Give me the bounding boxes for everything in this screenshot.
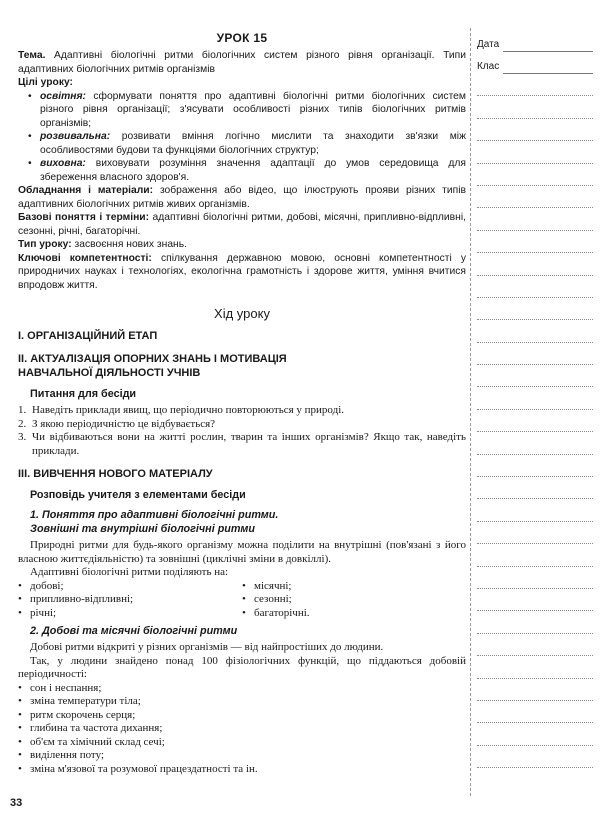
rhythm-types-left: [18, 580, 242, 621]
section-1-title-line1: 1. Поняття про адаптивні біологічні ритми.: [30, 509, 279, 521]
rhythm-types: [18, 580, 466, 621]
note-line[interactable]: [477, 589, 593, 611]
note-line[interactable]: [477, 611, 593, 633]
note-line[interactable]: [477, 387, 593, 409]
function-item: • зміна температури тіла;: [18, 695, 466, 709]
class-label: Клас: [477, 61, 500, 72]
section-1-title-line2: Зовнішні та внутрішні біологічні ритми: [30, 523, 255, 535]
note-line[interactable]: [477, 186, 593, 208]
rhythm-type: • припливно-відпливні;: [18, 593, 242, 607]
note-line[interactable]: [477, 119, 593, 141]
note-line[interactable]: [477, 499, 593, 521]
note-line[interactable]: [477, 701, 593, 723]
note-line[interactable]: [477, 656, 593, 678]
topic-label: Тема.: [18, 50, 46, 61]
lesson-type: Тип уроку: засвоєння нових знань.: [18, 239, 187, 250]
topic-text: Адаптивні біологічні ритми біологічних систем різного рівня організації. Типи адаптивних біологічних ритмів організмів: [18, 50, 466, 75]
note-line[interactable]: [477, 208, 593, 230]
note-line[interactable]: [477, 231, 593, 253]
page-number: 33: [10, 797, 23, 809]
goals-label: Цілі уроку:: [18, 77, 73, 88]
section-2-paragraph-2: Так, у людини знайдено понад 100 фізіологічних функцій, що піддаються добовій періодичності:: [18, 654, 466, 680]
stage-1-heading: І. ОРГАНІЗАЦІЙНИЙ ЕТАП: [18, 330, 158, 342]
stage-3-heading: ІІІ. ВИВЧЕННЯ НОВОГО МАТЕРІАЛУ: [18, 468, 213, 480]
note-line[interactable]: [477, 522, 593, 544]
function-item: • виділення поту;: [18, 749, 466, 763]
terms: Базові поняття і терміни: адаптивні біологічні ритми, добові, місячні, припливно-відпливні, сезонні, річні, багаторічні.: [18, 212, 466, 237]
note-line[interactable]: [477, 343, 593, 365]
lesson-topic: [18, 49, 466, 76]
rhythm-types-right: [242, 580, 466, 621]
stage-2-heading-line2: НАВЧАЛЬНОЇ ДІЯЛЬНОСТІ УЧНІВ: [18, 367, 201, 379]
note-line[interactable]: [477, 320, 593, 342]
question-item: 3. Чи відбиваються вони на житті рослин, тварин та інших організмів? Якщо так, наведіть приклади.: [18, 431, 466, 457]
lesson-title: УРОК 15: [216, 31, 268, 45]
section-2-paragraph-1: Добові ритми відкриті у різних організмів — від найпростіших до людини.: [30, 641, 384, 653]
note-line[interactable]: [477, 298, 593, 320]
notes-margin: [477, 30, 593, 768]
date-label: Дата: [477, 39, 500, 50]
function-item: • ритм скорочень серця;: [18, 709, 466, 723]
rhythm-type: • сезонні;: [242, 593, 466, 607]
function-item: • глибина та частота дихання;: [18, 722, 466, 736]
note-line[interactable]: [477, 410, 593, 432]
function-item: • сон і неспання;: [18, 682, 466, 696]
class-line[interactable]: [503, 63, 593, 74]
margin-divider: [470, 28, 471, 796]
note-line[interactable]: [477, 544, 593, 566]
note-line[interactable]: [477, 141, 593, 163]
note-lines: [477, 74, 593, 768]
note-line[interactable]: [477, 455, 593, 477]
function-item: • об'єм та хімічний склад сечі;: [18, 736, 466, 750]
note-line[interactable]: [477, 164, 593, 186]
competences: Ключові компетентності: спілкування державною мовою, основні компетентності у природничих науках і технологіях, екологічна грамотність і здорове життя, уміння вчитися впродовж життя.: [18, 252, 466, 291]
lesson-content: [18, 30, 466, 776]
note-line[interactable]: [477, 276, 593, 298]
note-line[interactable]: [477, 679, 593, 701]
stage-2-heading-line1: ІІ. АКТУАЛІЗАЦІЯ ОПОРНИХ ЗНАНЬ І МОТИВАЦІЯ: [18, 353, 287, 365]
functions-list: [18, 682, 466, 777]
rhythm-type: • добові;: [18, 580, 242, 594]
function-item: • зміна м'язової та розумової працездатності та ін.: [18, 763, 466, 777]
note-line[interactable]: [477, 723, 593, 745]
goal-item: • розвивальна: розвивати вміння логічно мислити та знаходити зв'язки між особливостями будови та функціями біологічних структур;: [28, 130, 466, 157]
note-line[interactable]: [477, 432, 593, 454]
rhythm-type: • багаторічні.: [242, 607, 466, 621]
note-line[interactable]: [477, 96, 593, 118]
question-item: 2. З якою періодичністю це відбувається?: [18, 417, 216, 430]
rhythm-type: • місячні;: [242, 580, 466, 594]
note-line[interactable]: [477, 365, 593, 387]
goal-item: • освітня: сформувати поняття про адаптивні біологічні ритми біологічних систем різного рівня організації; з'ясувати особливості різних типів біологічних ритмів організмів;: [28, 90, 466, 131]
class-field[interactable]: [477, 52, 593, 74]
section-1-paragraph: Природні ритми для будь-якого організму можна поділити на внутрішні (пов'язані з його власною життєдіяльністю) та зовнішні (циклічні зміни в довкіллі).: [18, 539, 466, 565]
story-heading: Розповідь учителя з елементами бесіди: [30, 489, 246, 501]
note-line[interactable]: [477, 477, 593, 499]
questions-list: [18, 404, 466, 458]
note-line[interactable]: [477, 74, 593, 96]
questions-heading: Питання для бесіди: [30, 388, 137, 400]
course-heading: Хід уроку: [214, 306, 270, 321]
date-line[interactable]: [503, 41, 593, 52]
note-line[interactable]: [477, 634, 593, 656]
date-field[interactable]: [477, 30, 593, 52]
section-1-intro: Адаптивні біологічні ритми поділяють на:: [30, 566, 229, 578]
note-line[interactable]: [477, 746, 593, 768]
equipment: Обладнання і матеріали: зображення або відео, що ілюструють прояви різних типів адаптивних біологічних ритмів живих організмів.: [18, 185, 466, 210]
section-2-title: 2. Добові та місячні біологічні ритми: [30, 625, 238, 637]
goal-item: • виховна: виховувати розуміння значення адаптації до умов середовища для збереження власного здоров'я.: [28, 157, 466, 184]
note-line[interactable]: [477, 567, 593, 589]
goals-list: [18, 90, 466, 185]
rhythm-type: • річні;: [18, 607, 242, 621]
question-item: 1. Наведіть приклади явищ, що періодично повторюються у природі.: [18, 404, 345, 416]
note-line[interactable]: [477, 253, 593, 275]
